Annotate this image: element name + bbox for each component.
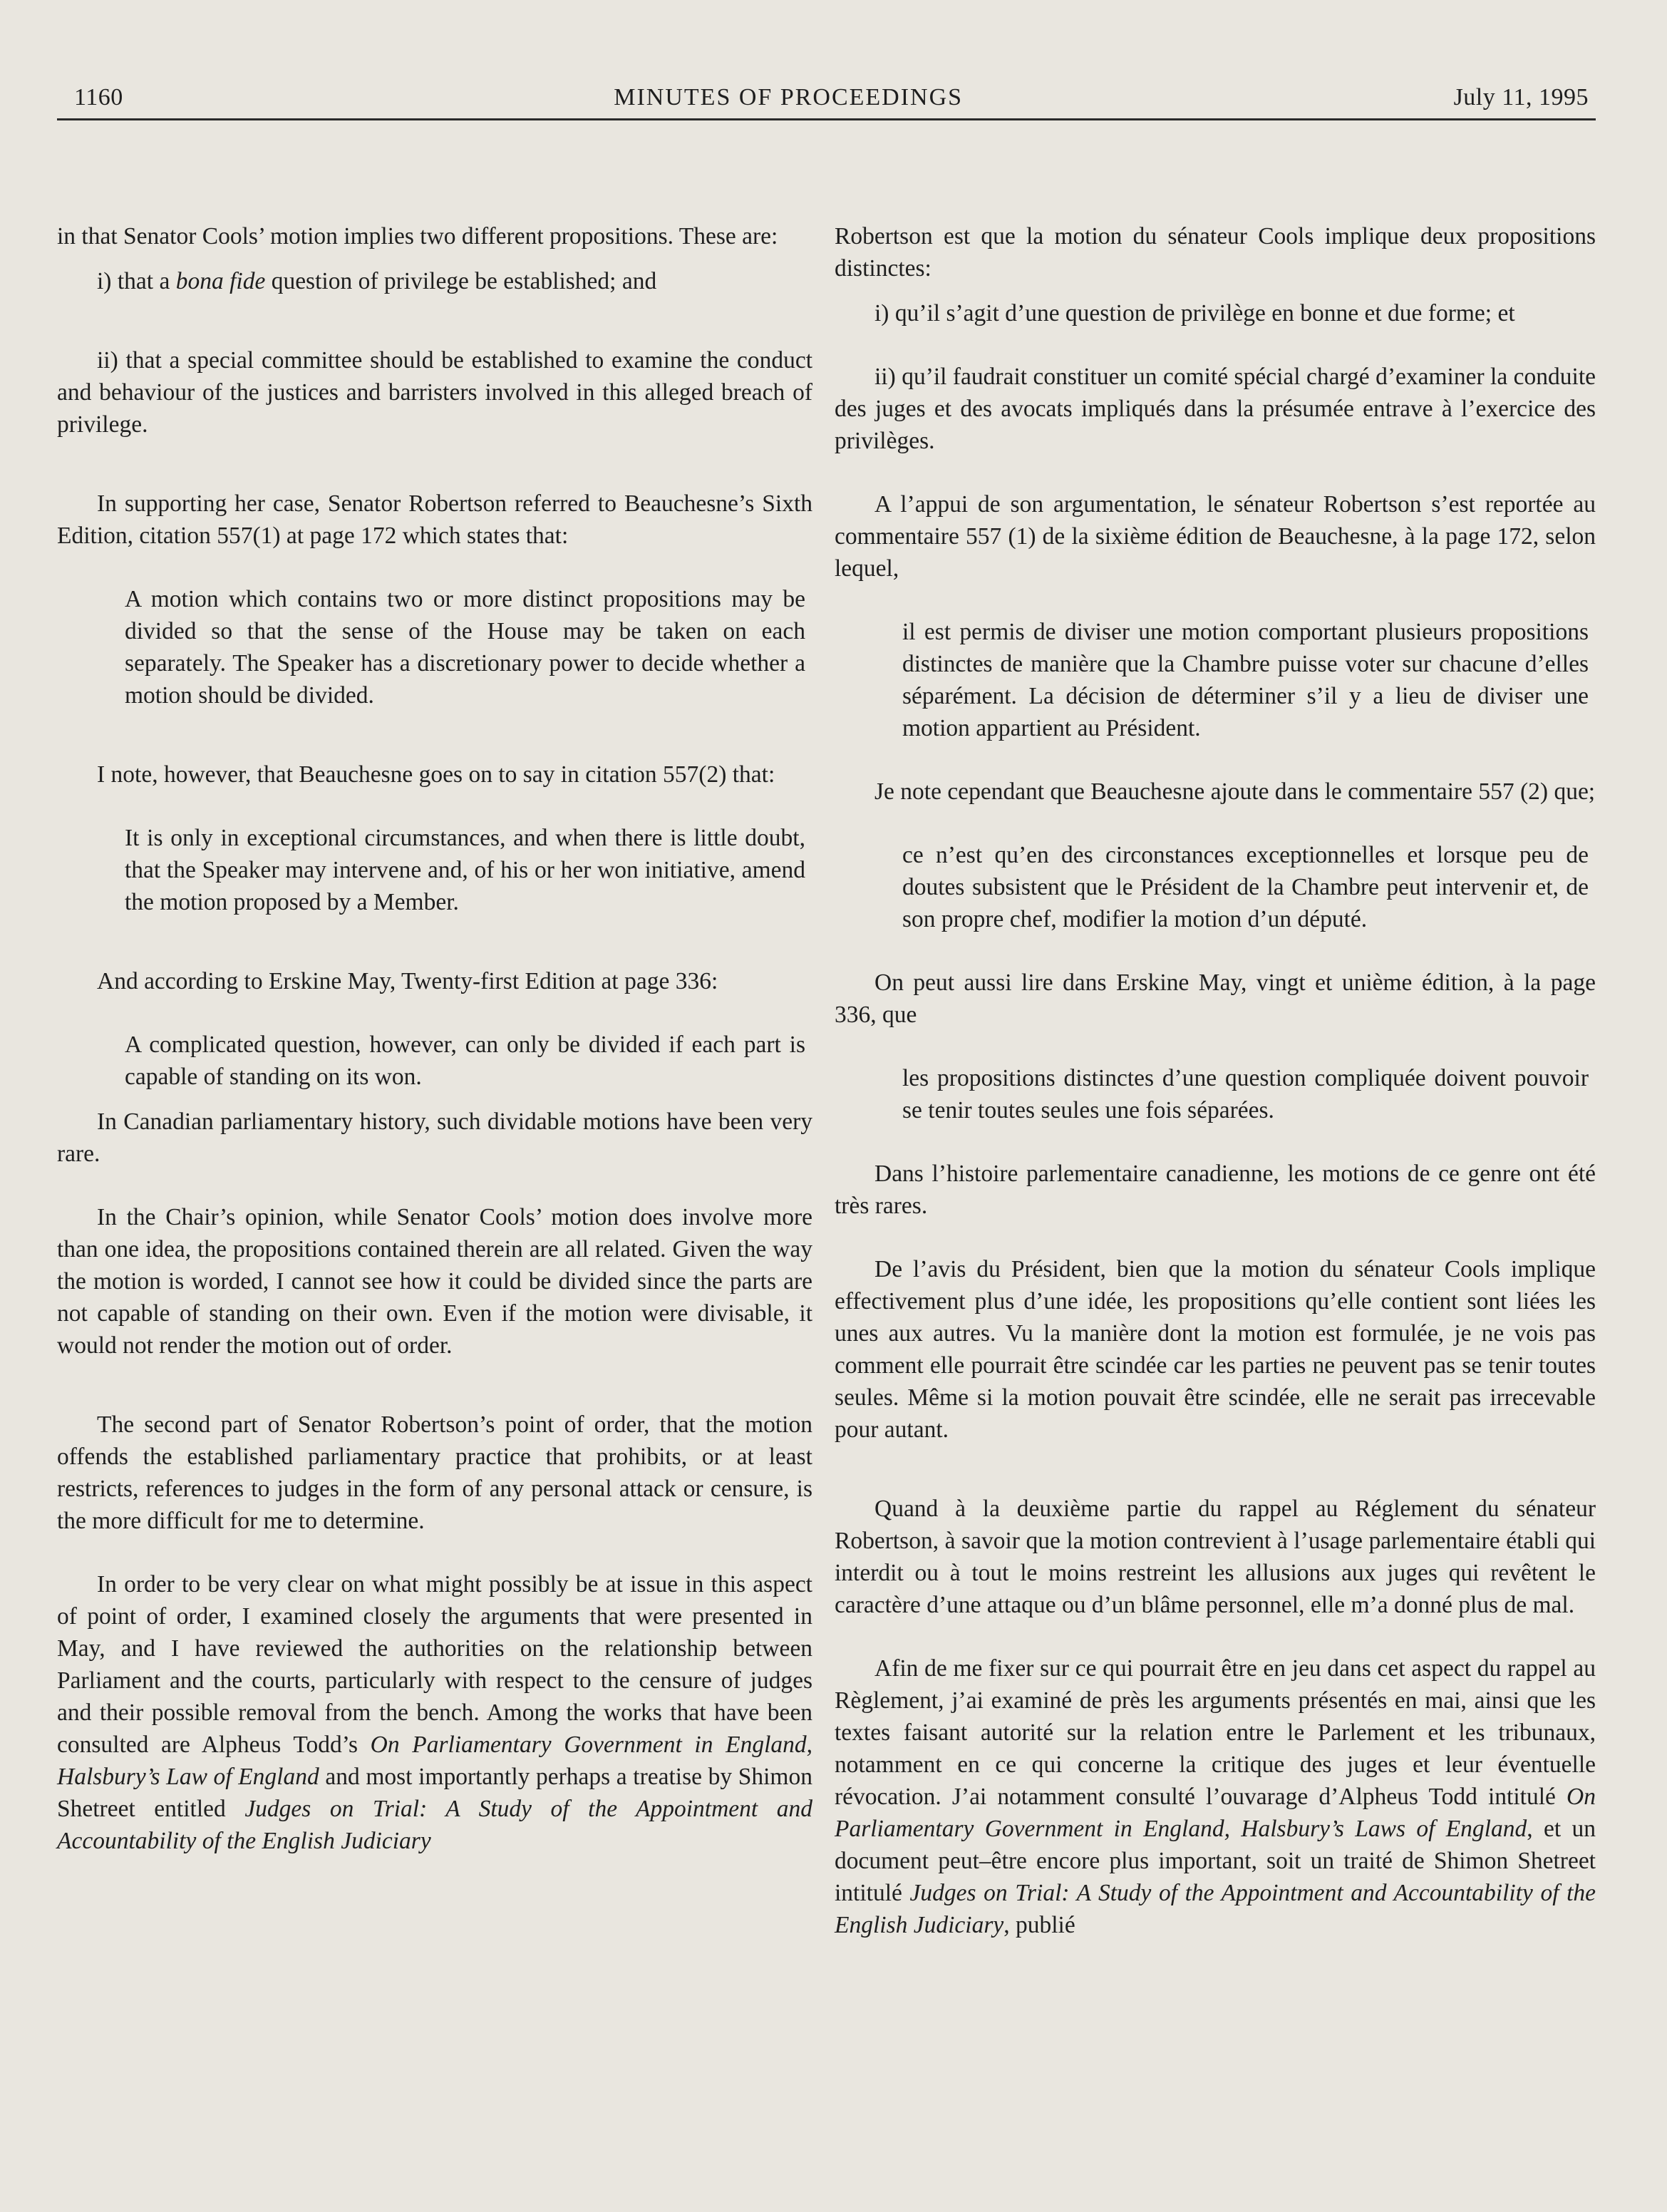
- paragraph: And according to Erskine May, Twenty-first Edition at page 336:: [97, 968, 718, 994]
- block-quote: les propositions distinctes d’une question compliquée doivent pouvoir se tenir toutes seules une fois séparées.: [902, 1065, 1589, 1123]
- paragraph: Afin de me fixer sur ce qui pourrait être en jeu dans cet aspect du rappel au Règlement, j’ai examiné de près les arguments présentés en mai, ainsi que les textes faisant autorité sur la relation entre le Parlement et les tribunaux, notamment en ce qui concerne la critique des juges et leur éventuelle révocation. J’ai notamment consulté l’ouvarage d’Alpheus Todd intitulé On Parliamentary Government in England, Halsbury’s Laws of England, et un document peut–être encore plus important, soit un traité de Shimon Shetreet intitulé Judges on Trial: A Study of the Appointment and Accountability of the English Judiciary, publié: [835, 1655, 1596, 1938]
- paragraph: A l’appui de son argumentation, le sénateur Robertson s’est reportée au commentaire 557 (1) de la sixième édition de Beauchesne, à la page 172, selon lequel,: [835, 491, 1596, 582]
- paragraph: I note, however, that Beauchesne goes on to say in citation 557(2) that:: [97, 761, 775, 788]
- paragraph: in that Senator Cools’ motion implies two different propositions. These are:: [57, 223, 778, 250]
- list-item: i) that a bona fide question of privilege be established; and: [97, 268, 657, 294]
- paragraph: In Canadian parliamentary history, such dividable motions have been very rare.: [57, 1108, 812, 1167]
- block-quote: A complicated question, however, can only be divided if each part is capable of standing on its won.: [125, 1032, 805, 1090]
- list-item: i) qu’il s’agit d’une question de privilège en bonne et due forme; et: [874, 300, 1515, 326]
- block-quote: il est permis de diviser une motion comportant plusieurs propositions distinctes de manière que la Chambre puisse voter sur chacune d’elles séparément. La décision de déterminer s’il y a lieu de diviser une motion appartient au Président.: [902, 619, 1589, 741]
- italic-title: On Parliamentary Government in England, Halsbury’s Law of England: [57, 1732, 812, 1790]
- list-item: ii) that a special committee should be established to examine the conduct and behaviour of the justices and barristers involved in this alleged breach of privilege.: [57, 347, 812, 438]
- paragraph: Quand à la deuxième partie du rappel au Réglement du sénateur Robertson, à savoir que la motion contrevient à l’usage parlementaire établi qui interdit ou à tout le moins restreint les allusions aux juges qui revêtent le caractère d’une attaque ou d’un blâme personnel, elle m’a donné plus de mal.: [835, 1496, 1596, 1618]
- paragraph: Je note cependant que Beauchesne ajoute dans le commentaire 557 (2) que;: [874, 778, 1596, 805]
- french-column: [835, 220, 1596, 1972]
- block-quote: A motion which contains two or more distinct propositions may be divided so that the sense of the House may be taken on each separately. The Speaker has a discretionary power to decide whether a motion should be divided.: [125, 586, 805, 709]
- paragraph: De l’avis du Président, bien que la motion du sénateur Cools implique effectivement plus d’une idée, les propositions qu’elle contient sont liées les unes aux autres. Vu la manière dont la motion est formulée, je ne vois pas comment elle pourrait être scindée car les parties ne peuvent pas se tenir toutes seules. Même si la motion pouvait être scindée, elle ne serait pas irrecevable pour autant.: [835, 1256, 1596, 1443]
- italic-title: On Parliamentary Government in England, Halsbury’s Laws of England: [835, 1784, 1596, 1842]
- paragraph: The second part of Senator Robertson’s point of order, that the motion offends the established parliamentary practice that prohibits, or at least restricts, references to judges in the form of any personal attack or censure, is the more difficult for me to determine.: [57, 1411, 812, 1534]
- block-quote: ce n’est qu’en des circonstances exceptionnelles et lorsque peu de doutes subsistent que le Président de la Chambre peut intervenir et, de son propre chef, modifier la motion d’un député.: [902, 842, 1589, 932]
- two-column-body: [57, 220, 1596, 1972]
- paragraph: Dans l’histoire parlementaire canadienne, les motions de ce genre ont été très rares.: [835, 1161, 1596, 1219]
- list-item: ii) qu’il faudrait constituer un comité spécial chargé d’examiner la conduite des juges et des avocats impliqués dans la présumée entrave à l’exercice des privilèges.: [835, 364, 1596, 454]
- italic-term: bona fide: [175, 268, 266, 294]
- paragraph: In order to be very clear on what might possibly be at issue in this aspect of point of order, I examined closely the arguments that were presented in May, and I have reviewed the authorities on the relationship between Parliament and the courts, particularly with respect to the censure of judges and their possible removal from the bench. Among the works that have been consulted are Alpheus Todd’s On Parliamentary Government in England, Halsbury’s Law of England and most importantly perhaps a treatise by Shimon Shetreet entitled Judges on Trial: A Study of the Appointment and Accountability of the English Judiciary: [57, 1571, 812, 1854]
- italic-title: Judges on Trial: A Study of the Appointment and Accountability of the English Judiciary: [57, 1796, 812, 1854]
- paragraph: Robertson est que la motion du sénateur Cools implique deux propositions distinctes:: [835, 223, 1596, 282]
- italic-title: Judges on Trial: A Study of the Appointment and Accountability of the English Judiciary: [835, 1880, 1596, 1938]
- running-header: [57, 84, 1596, 120]
- header-date: July 11, 1995: [1453, 84, 1589, 110]
- page-number: 1160: [74, 84, 123, 110]
- header-title: MINUTES OF PROCEEDINGS: [614, 84, 964, 110]
- paragraph: In supporting her case, Senator Robertson referred to Beauchesne’s Sixth Edition, citation 557(1) at page 172 which states that:: [57, 490, 812, 549]
- paragraph: On peut aussi lire dans Erskine May, vingt et unième édition, à la page 336, que: [835, 969, 1596, 1028]
- block-quote: It is only in exceptional circumstances, and when there is little doubt, that the Speaker may intervene and, of his or her won initiative, amend the motion proposed by a Member.: [125, 825, 805, 915]
- paragraph: In the Chair’s opinion, while Senator Cools’ motion does involve more than one idea, the propositions contained therein are all related. Given the way the motion is worded, I cannot see how it could be divided since the parts are not capable of standing on their own. Even if the motion were divisable, it would not render the motion out of order.: [57, 1204, 812, 1359]
- english-column: [57, 220, 812, 1972]
